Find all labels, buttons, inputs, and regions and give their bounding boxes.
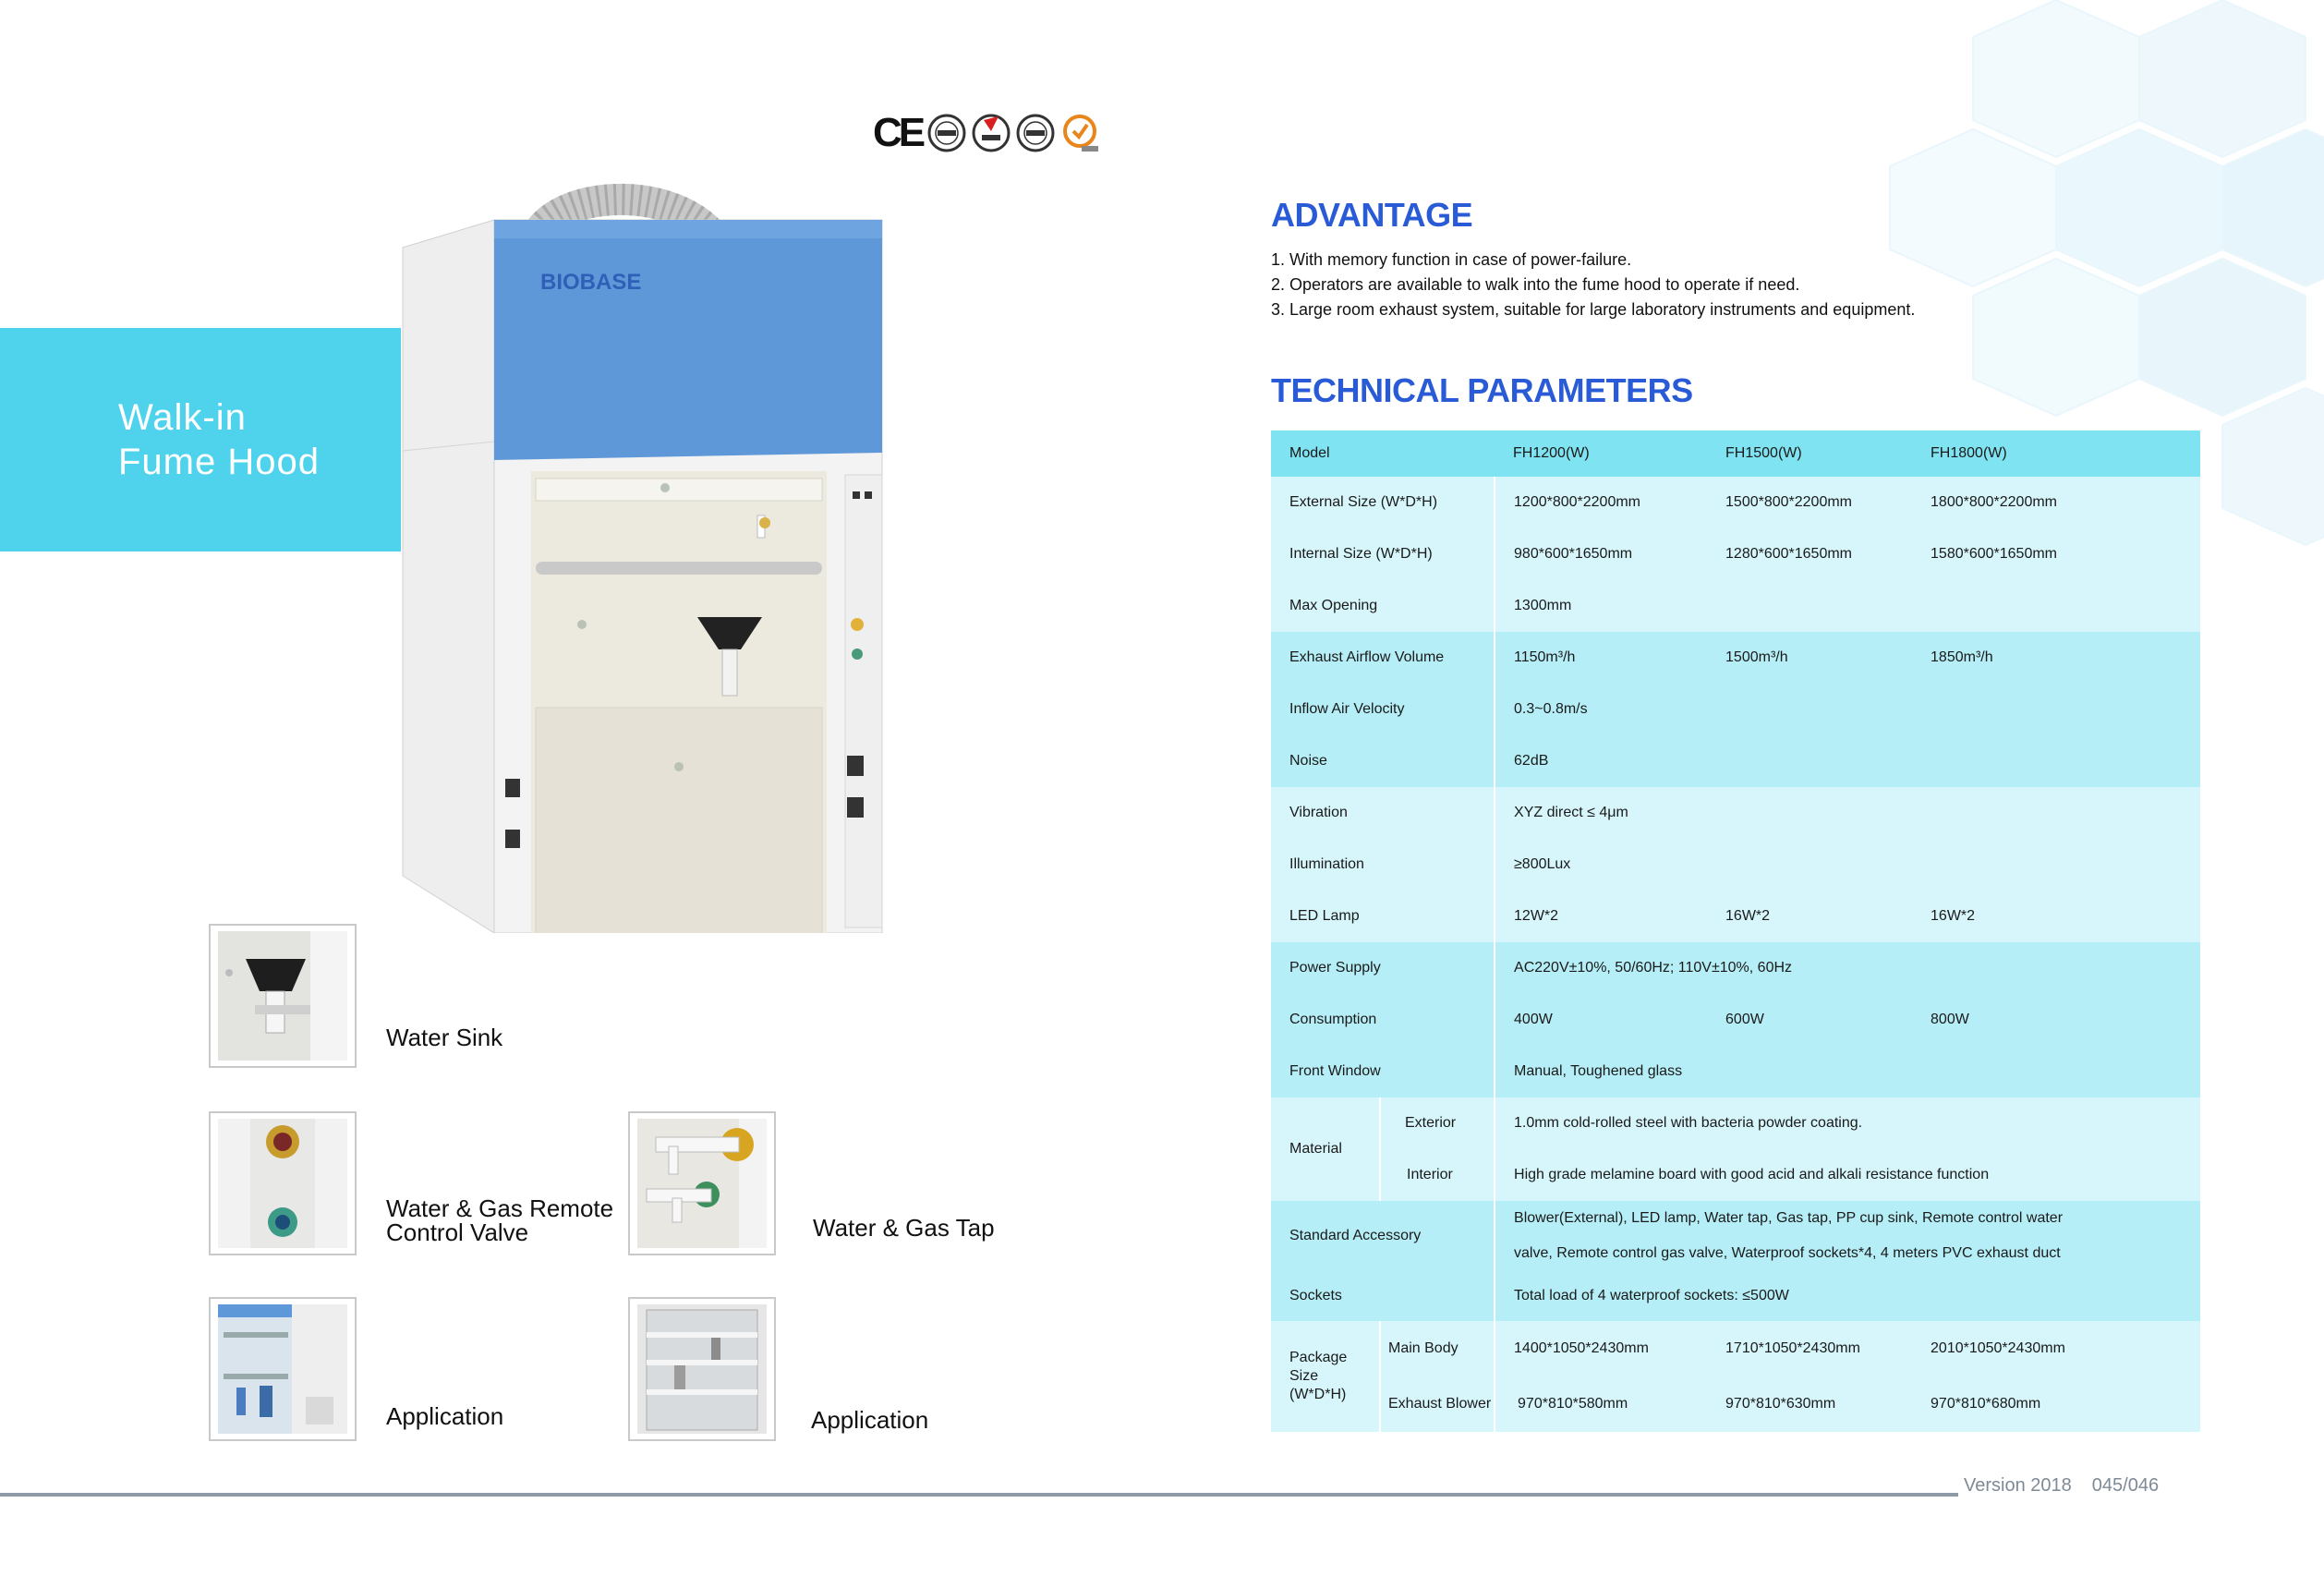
ce-mark: CE — [873, 110, 923, 155]
row-label: Noise — [1271, 735, 1495, 787]
iso14000-seal-icon — [971, 113, 1011, 153]
cell — [1495, 1201, 2200, 1271]
version-text: Version 2018 — [1964, 1475, 2072, 1496]
page-title — [118, 395, 320, 484]
cell: 2010*1050*2430mm — [1912, 1321, 2200, 1376]
iso9001-seal-icon — [926, 113, 967, 153]
thumbnail-label-application-2: Application — [811, 1406, 929, 1434]
row-label: Illumination — [1271, 839, 1495, 891]
cell: 16W*2 — [1912, 891, 2200, 942]
table-row — [1271, 1046, 2200, 1097]
table-row — [1271, 1376, 2200, 1432]
cell: 1500m³/h — [1707, 632, 1912, 684]
technical-parameters-table — [1271, 430, 2200, 1432]
table-row — [1271, 942, 2200, 994]
thumbnail-application-2 — [628, 1297, 776, 1441]
thumbnail-water-gas-tap — [628, 1111, 776, 1255]
thumbnail-application-1 — [209, 1297, 357, 1441]
technical-parameters-heading: TECHNICAL PARAMETERS — [1271, 371, 1693, 409]
cell: 1580*600*1650mm — [1912, 528, 2200, 580]
title-line-2: Fume Hood — [118, 442, 320, 482]
cell: 16W*2 — [1707, 891, 1912, 942]
footer-version — [1964, 1475, 2159, 1497]
row-label: Exhaust Airflow Volume — [1271, 632, 1495, 684]
cell: 1800*800*2200mm — [1912, 477, 2200, 528]
thumbnail-water-sink — [209, 924, 357, 1068]
iso13485-seal-icon — [1015, 113, 1056, 153]
header-fh1200: FH1200(W) — [1495, 430, 1707, 477]
thumbnail-label-remote-valve — [386, 1196, 613, 1244]
sgs-seal-icon — [1059, 113, 1100, 153]
sub-label: Exterior — [1380, 1097, 1495, 1149]
cell: XYZ direct ≤ 4μm — [1495, 787, 2200, 839]
remote-valve-label-line-2: Control Valve — [386, 1218, 529, 1246]
thumbnail-remote-valve — [209, 1111, 357, 1255]
certification-logos — [873, 110, 1100, 155]
row-label: Internal Size (W*D*H) — [1271, 528, 1495, 580]
table-row — [1271, 632, 2200, 684]
advantage-heading: ADVANTAGE — [1271, 196, 1473, 234]
title-line-1: Walk-in — [118, 397, 247, 438]
cell: 1280*600*1650mm — [1707, 528, 1912, 580]
header-fh1500: FH1500(W) — [1707, 430, 1912, 477]
package-label-line-3: (W*D*H) — [1289, 1387, 1347, 1402]
table-row — [1271, 1149, 2200, 1201]
cell: High grade melamine board with good acid and alkali resistance function — [1495, 1149, 2200, 1201]
package-label-line-2: Size — [1289, 1368, 1319, 1384]
cell: Total load of 4 waterproof sockets: ≤500W — [1495, 1271, 2200, 1321]
thumbnail-label-application-1: Application — [386, 1402, 504, 1430]
cell: 0.3~0.8m/s — [1495, 684, 2200, 735]
header-fh1800: FH1800(W) — [1912, 430, 2200, 477]
table-row — [1271, 477, 2200, 528]
advantage-item: 2. Operators are available to walk into the fume hood to operate if need. — [1271, 275, 1800, 294]
thumbnail-label-water-gas-tap: Water & Gas Tap — [813, 1214, 995, 1242]
row-label: Max Opening — [1271, 580, 1495, 632]
table-row — [1271, 735, 2200, 787]
accessory-line-2: valve, Remote control gas valve, Waterproof sockets*4, 4 meters PVC exhaust duct — [1514, 1245, 2061, 1261]
advantage-item: 3. Large room exhaust system, suitable for large laboratory instruments and equipment. — [1271, 300, 1916, 319]
table-row — [1271, 1097, 2200, 1149]
brand-logo: BIOBASE — [540, 270, 642, 295]
footer-divider — [0, 1493, 1958, 1497]
table-row — [1271, 528, 2200, 580]
row-label: Inflow Air Velocity — [1271, 684, 1495, 735]
row-label: Vibration — [1271, 787, 1495, 839]
row-label: External Size (W*D*H) — [1271, 477, 1495, 528]
package-label-line-1: Package — [1289, 1350, 1348, 1365]
cell: 970*810*680mm — [1912, 1376, 2200, 1432]
cell: 970*810*630mm — [1707, 1376, 1912, 1432]
accessory-line-1: Blower(External), LED lamp, Water tap, Gas tap, PP cup sink, Remote control water — [1514, 1210, 2064, 1226]
table-row — [1271, 891, 2200, 942]
fume-hood-illustration — [397, 183, 896, 933]
table-row — [1271, 1201, 2200, 1271]
sub-label: Exhaust Blower — [1380, 1376, 1495, 1432]
cell: 62dB — [1495, 735, 2200, 787]
table-row — [1271, 1271, 2200, 1321]
remote-valve-label-line-1: Water & Gas Remote — [386, 1194, 614, 1222]
table-header-row — [1271, 430, 2200, 477]
row-label: Sockets — [1271, 1271, 1495, 1321]
cell: Manual, Toughened glass — [1495, 1046, 2200, 1097]
thumbnail-label-water-sink: Water Sink — [386, 1024, 503, 1051]
cell: 980*600*1650mm — [1495, 528, 1707, 580]
cell: 600W — [1707, 994, 1912, 1046]
page-number: 045/046 — [2091, 1475, 2160, 1496]
row-label — [1271, 1321, 1380, 1432]
cell: AC220V±10%, 50/60Hz; 110V±10%, 60Hz — [1495, 942, 2200, 994]
row-label: Standard Accessory — [1271, 1201, 1495, 1271]
sub-label: Main Body — [1380, 1321, 1495, 1376]
cell: 970*810*580mm — [1495, 1376, 1707, 1432]
row-label: Consumption — [1271, 994, 1495, 1046]
cell: 1.0mm cold-rolled steel with bacteria powder coating. — [1495, 1097, 2200, 1149]
advantage-item: 1. With memory function in case of power-failure. — [1271, 250, 1632, 269]
table-row — [1271, 580, 2200, 632]
cell: 1500*800*2200mm — [1707, 477, 1912, 528]
table-row — [1271, 839, 2200, 891]
row-label: Power Supply — [1271, 942, 1495, 994]
table-row — [1271, 994, 2200, 1046]
sub-label: Interior — [1380, 1149, 1495, 1201]
row-label: Front Window — [1271, 1046, 1495, 1097]
cell: 1400*1050*2430mm — [1495, 1321, 1707, 1376]
cell: 1710*1050*2430mm — [1707, 1321, 1912, 1376]
cell: 800W — [1912, 994, 2200, 1046]
row-label: Material — [1271, 1097, 1380, 1201]
table-row — [1271, 787, 2200, 839]
header-model: Model — [1271, 430, 1495, 477]
advantage-list — [1271, 248, 1915, 322]
cell: 1150m³/h — [1495, 632, 1707, 684]
cell: ≥800Lux — [1495, 839, 2200, 891]
cell: 1200*800*2200mm — [1495, 477, 1707, 528]
table-row — [1271, 1321, 2200, 1376]
cell: 400W — [1495, 994, 1707, 1046]
row-label: LED Lamp — [1271, 891, 1495, 942]
cell: 1300mm — [1495, 580, 2200, 632]
cell: 12W*2 — [1495, 891, 1707, 942]
table-row — [1271, 684, 2200, 735]
cell: 1850m³/h — [1912, 632, 2200, 684]
